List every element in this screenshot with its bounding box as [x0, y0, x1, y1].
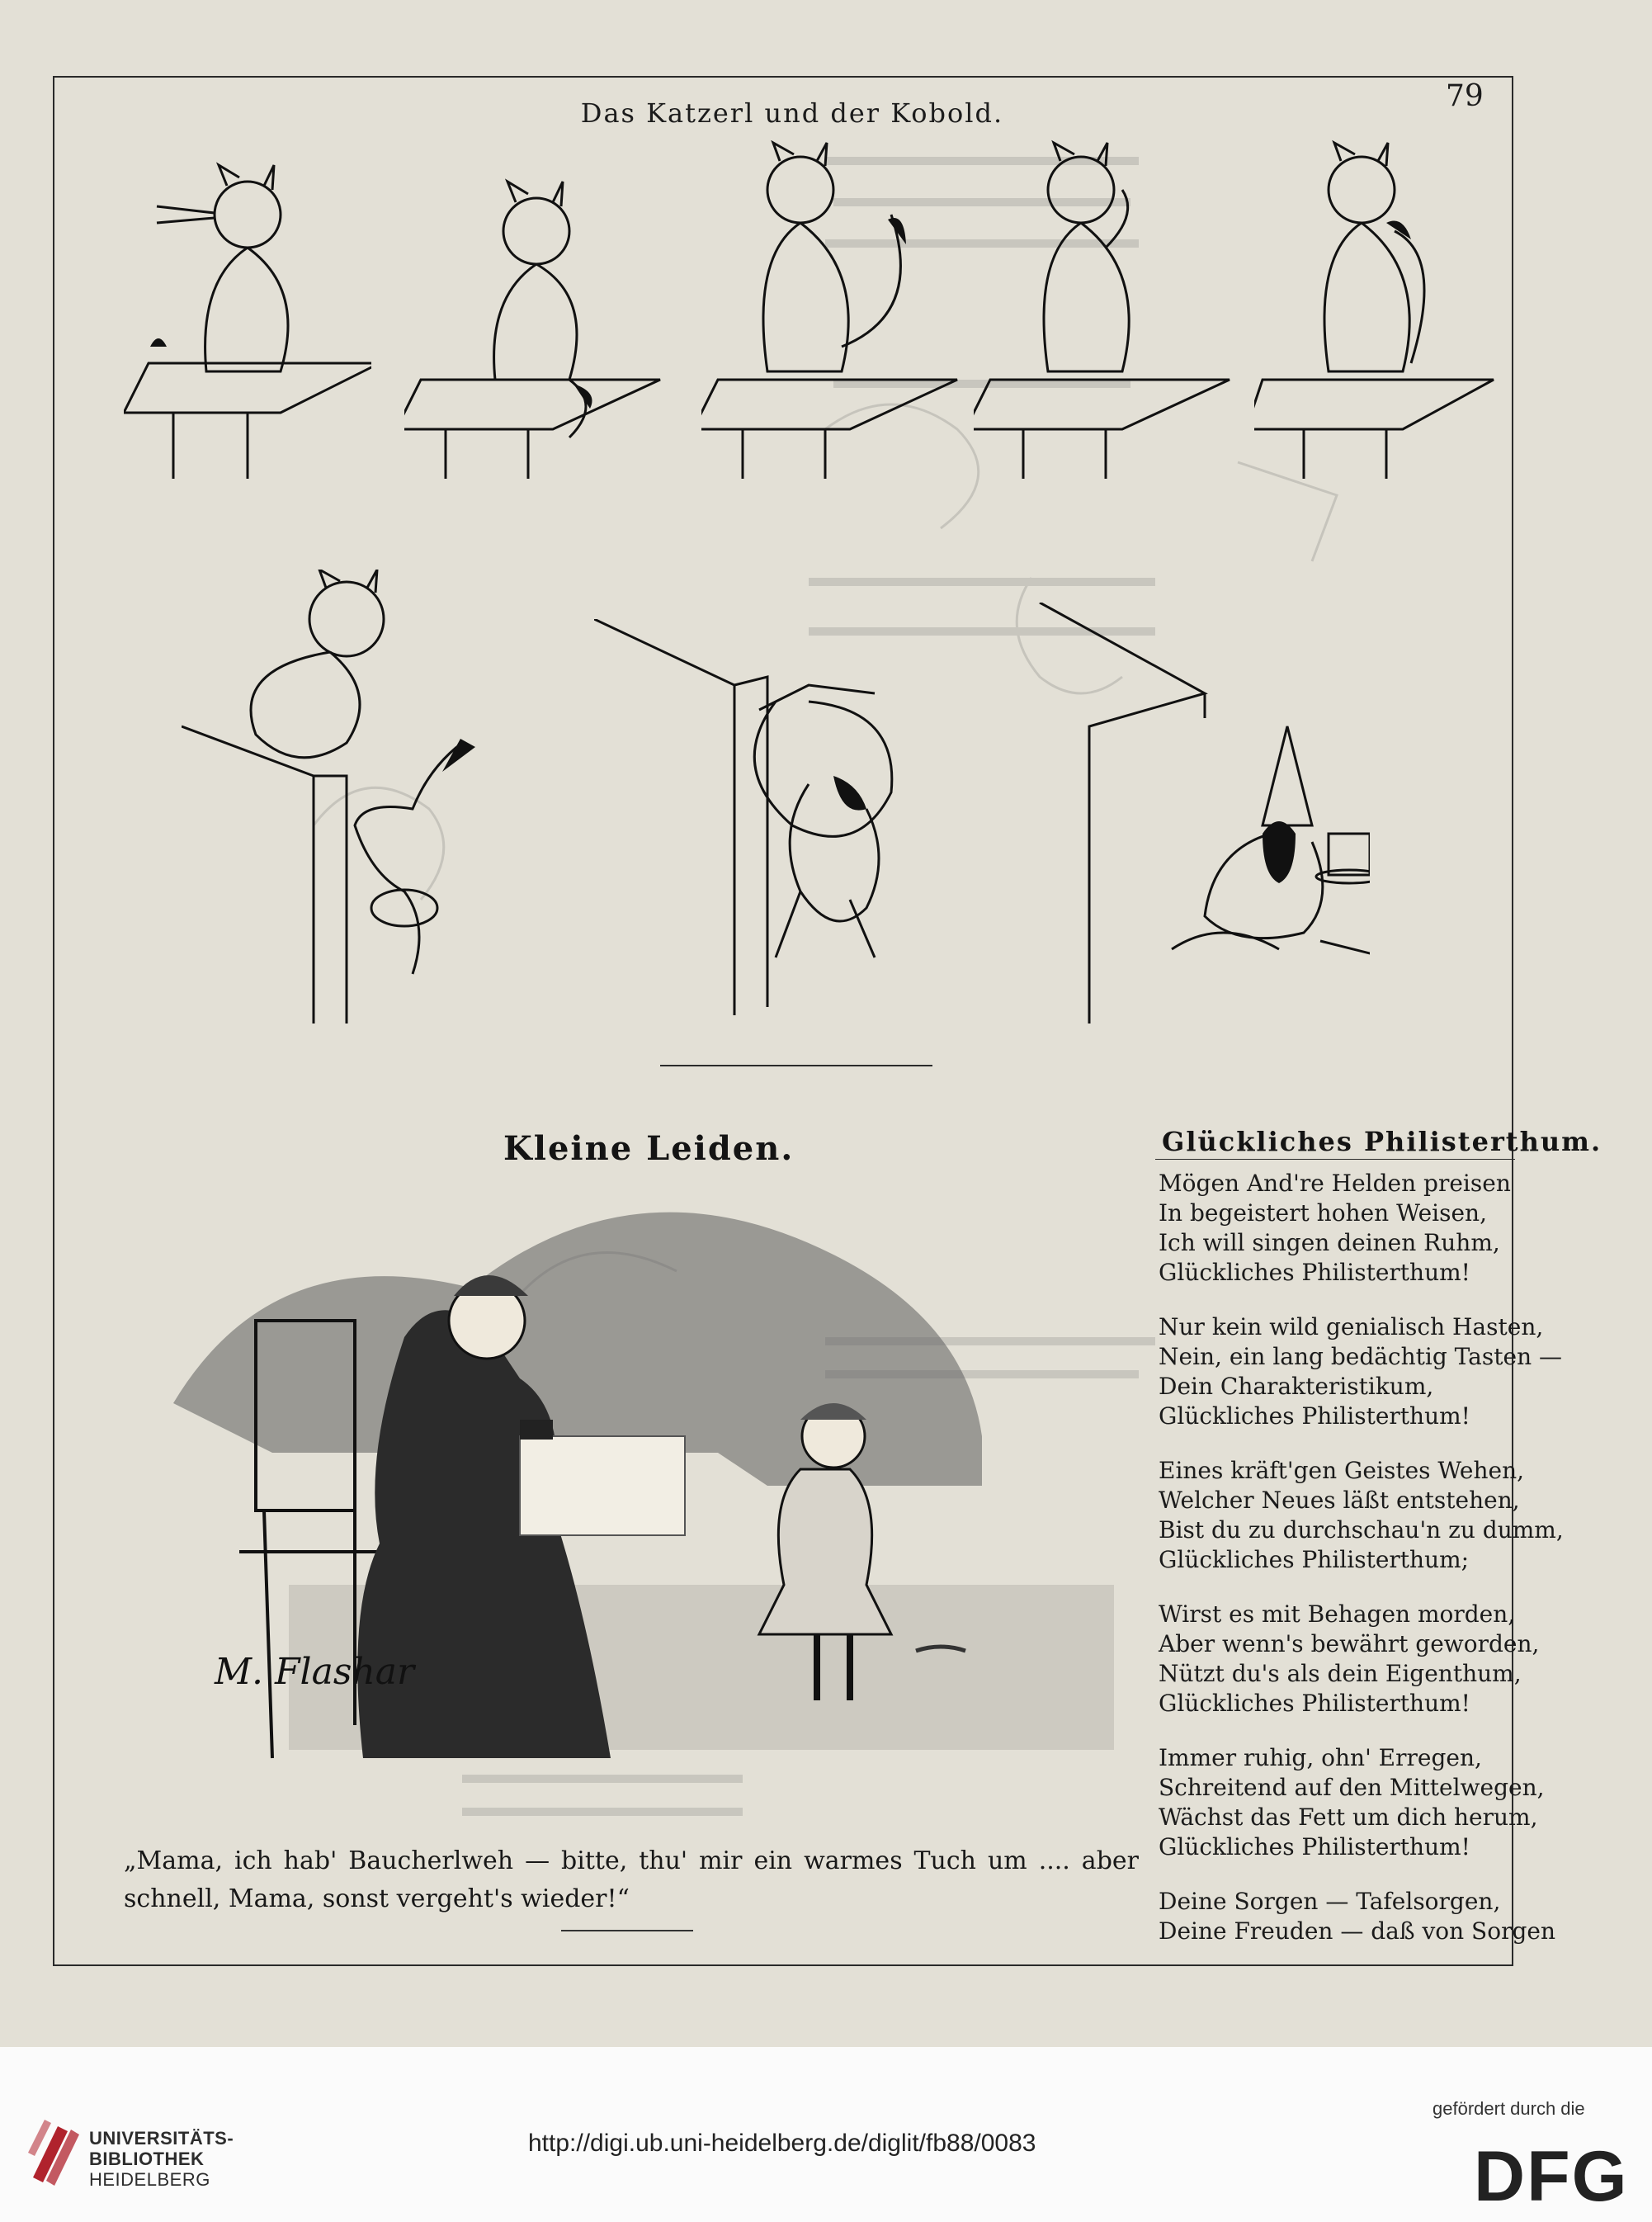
poem-line: Glückliches Philisterthum! — [1159, 1259, 1470, 1286]
logo-line: BIBLIOTHEK — [89, 2149, 205, 2169]
poem-line: Nützt du's als dein Eigenthum, — [1159, 1660, 1522, 1687]
cat-panel-1 — [124, 149, 371, 479]
section-divider — [660, 1065, 932, 1066]
poem-line: Ich will singen deinen Ruhm, — [1159, 1229, 1500, 1256]
poem-line: Mögen And're Helden preisen — [1159, 1170, 1511, 1197]
cat-kobold-panel-1 — [182, 570, 495, 1024]
page-title: Das Katzerl und der Kobold. — [580, 97, 1004, 129]
poem-stanza — [1159, 1169, 1522, 1288]
poem-line: Glückliches Philisterthum; — [1159, 1546, 1470, 1573]
logo-line: HEIDELBERG — [89, 2169, 210, 2190]
university-library-logo-text — [89, 2128, 234, 2190]
poem-line: Wirst es mit Behagen morden, — [1159, 1600, 1516, 1628]
poem-line: Bist du zu durchschau'n zu dumm, — [1159, 1516, 1564, 1544]
poem-line: Schreitend auf den Mittelwegen, — [1159, 1774, 1545, 1801]
caption-rule — [561, 1930, 693, 1931]
poem-line: Deine Sorgen — Tafelsorgen, — [1159, 1888, 1501, 1915]
poem-line: Nein, ein lang bedächtig Tasten — — [1159, 1343, 1563, 1370]
poem-stanza — [1159, 1743, 1545, 1862]
section-heading-philisterthum: Glückliches Philisterthum. — [1162, 1126, 1602, 1157]
university-library-logo-icon — [25, 2120, 83, 2186]
poem-line: Glückliches Philisterthum! — [1159, 1833, 1470, 1860]
artist-signature: M. Flashar — [215, 1651, 415, 1693]
section-heading-kleine-leiden: Kleine Leiden. — [503, 1129, 795, 1168]
poem-line: Eines kräft'gen Geistes Wehen, — [1159, 1457, 1525, 1484]
poem-line: Deine Freuden — daß von Sorgen — [1159, 1917, 1556, 1945]
permalink-url[interactable]: http://digi.ub.uni-heidelberg.de/diglit/fb88/0083 — [528, 2130, 1036, 2157]
poem-stanza — [1159, 1456, 1564, 1575]
poem-line: Welcher Neues läßt entstehen, — [1159, 1487, 1520, 1514]
cat-kobold-panel-3 — [1023, 603, 1370, 1024]
poem-line: Dein Charakteristikum, — [1159, 1373, 1434, 1400]
poem-line: Immer ruhig, ohn' Erregen, — [1159, 1744, 1482, 1771]
logo-line: UNIVERSITÄTS- — [89, 2128, 234, 2149]
illustration-caption: „Mama, ich hab' Baucherlweh — bitte, thu' mir ein warmes Tuch um .... aber schnell, Mama, sonst vergeht's wieder!“ — [124, 1846, 1139, 1913]
mother-child-illustration — [124, 1189, 1139, 1766]
cat-kobold-panel-2 — [594, 619, 941, 1032]
poem-stanza — [1159, 1887, 1556, 1946]
poem-heading-rule — [1155, 1159, 1515, 1160]
page-number: 79 — [1446, 79, 1484, 113]
cat-panel-4 — [974, 132, 1238, 479]
poem-stanza — [1159, 1600, 1540, 1719]
poem-line: Glückliches Philisterthum! — [1159, 1690, 1470, 1717]
poem-line: Nur kein wild genialisch Hasten, — [1159, 1313, 1544, 1340]
funder-label: gefördert durch die — [1433, 2098, 1585, 2119]
poem-line: Wächst das Fett um dich herum, — [1159, 1804, 1538, 1831]
poem-text — [1159, 1169, 1564, 1971]
poem-line: In begeistert hohen Weisen, — [1159, 1199, 1487, 1227]
dfg-logo: DFG — [1474, 2137, 1629, 2216]
cat-panel-2 — [404, 149, 668, 479]
cat-panel-5 — [1254, 132, 1502, 479]
poem-line: Aber wenn's bewährt geworden, — [1159, 1630, 1540, 1657]
cat-panel-3 — [701, 140, 965, 479]
poem-stanza — [1159, 1312, 1563, 1431]
poem-line: Glückliches Philisterthum! — [1159, 1402, 1470, 1430]
